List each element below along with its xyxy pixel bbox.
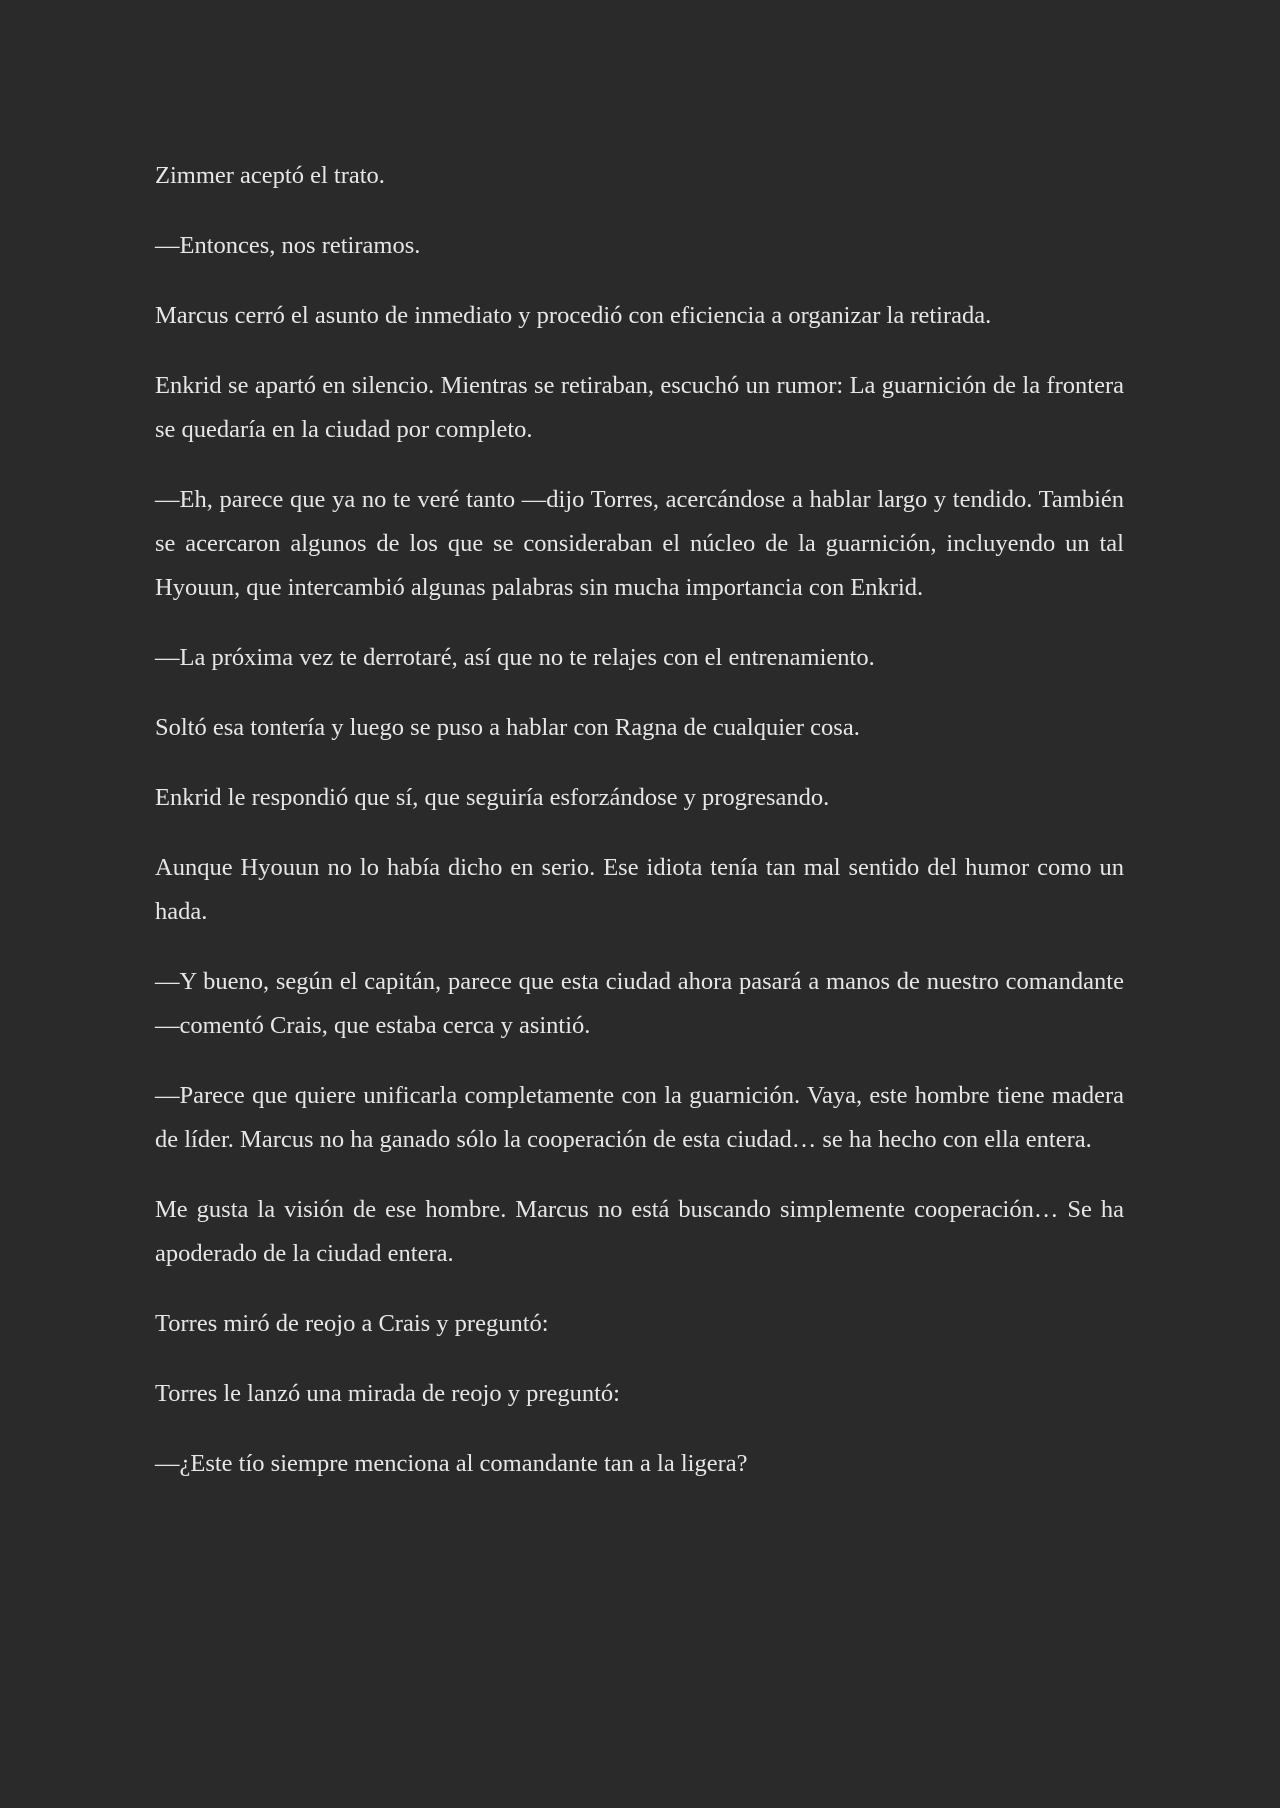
paragraph: Soltó esa tontería y luego se puso a hablar con Ragna de cualquier cosa. bbox=[155, 714, 860, 741]
paragraph: Marcus cerró el asunto de inmediato y procedió con eficiencia a organizar la retirada. bbox=[155, 302, 992, 329]
paragraph: —Entonces, nos retiramos. bbox=[155, 232, 421, 259]
paragraph: —¿Este tío siempre menciona al comandante tan a la ligera? bbox=[155, 1450, 748, 1477]
paragraph: Zimmer aceptó el trato. bbox=[155, 162, 385, 189]
paragraph: Torres le lanzó una mirada de reojo y preguntó: bbox=[155, 1380, 620, 1407]
paragraph: Enkrid le respondió que sí, que seguiría esforzándose y progresando. bbox=[155, 784, 830, 811]
paragraph: Aunque Hyouun no lo había dicho en serio. Ese idiota tenía tan mal sentido del humor como un hada. bbox=[155, 854, 1124, 925]
paragraph: —La próxima vez te derrotaré, así que no te relajes con el entrenamiento. bbox=[155, 644, 875, 671]
paragraph: —Parece que quiere unificarla completamente con la guarnición. Vaya, este hombre tiene madera de líder. Marcus no ha ganado sólo la cooperación de esta ciudad… se ha hecho con ella entera. bbox=[155, 1082, 1124, 1153]
text-body bbox=[155, 154, 1124, 1486]
paragraph: Torres miró de reojo a Crais y preguntó: bbox=[155, 1310, 549, 1337]
paragraph: —Eh, parece que ya no te veré tanto —dijo Torres, acercándose a hablar largo y tendido. También se acercaron algunos de los que se consideraban el núcleo de la guarnición, incluyendo un tal Hyouun, que intercambió algunas palabras sin mucha importancia con Enkrid. bbox=[155, 486, 1124, 601]
paragraph: —Y bueno, según el capitán, parece que esta ciudad ahora pasará a manos de nuestro comandante —comentó Crais, que estaba cerca y asintió. bbox=[155, 968, 1124, 1039]
paragraph: Enkrid se apartó en silencio. Mientras se retiraban, escuchó un rumor: La guarnición de la frontera se quedaría en la ciudad por completo. bbox=[155, 372, 1124, 443]
paragraph: Me gusta la visión de ese hombre. Marcus no está buscando simplemente cooperación… Se ha apoderado de la ciudad entera. bbox=[155, 1196, 1124, 1267]
